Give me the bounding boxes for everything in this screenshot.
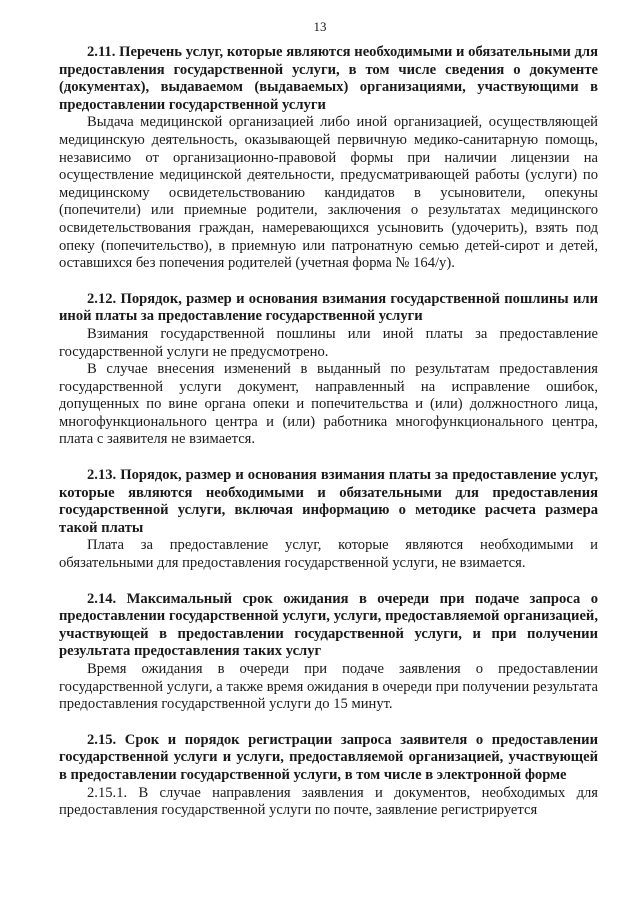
section-heading: 2.11. Перечень услуг, которые являются необходимыми и обязательными для предоставления государственной услуги, в том числе сведения о документе (документах), выдаваемом (выдаваемых) организациями, участвующими в предоставлении государственной услуги bbox=[59, 44, 598, 113]
section-paragraph: Взимания государственной пошлины или иной платы за предоставление государственной услуги не предусмотрено. bbox=[59, 325, 598, 360]
section-paragraph: Плата за предоставление услуг, которые являются необходимыми и обязательными для предоставления государственной услуги, не взимается. bbox=[59, 537, 598, 572]
document-body bbox=[59, 44, 598, 820]
section-paragraph: Время ожидания в очереди при подаче заявления о предоставлении государственной услуги, а также время ожидания в очереди при получении результата предоставления государственной услуги до 15 минут. bbox=[59, 661, 598, 713]
section-heading: 2.13. Порядок, размер и основания взимания платы за предоставление услуг, которые являются необходимыми и обязательными для предоставления государственной услуги, включая информацию о методике расчета размера такой платы bbox=[59, 467, 598, 536]
section-2-11 bbox=[59, 44, 598, 273]
section-heading: 2.14. Максимальный срок ожидания в очереди при подаче запроса о предоставлении государственной услуги, услуги, предоставляемой организацией, участвующей в предоставлении государственной услуги, и при получении результата предоставления таких услуг bbox=[59, 590, 598, 660]
section-heading: 2.15. Срок и порядок регистрации запроса заявителя о предоставлении государственной услуги и услуги, предоставляемой организацией, участвующей в предоставлении государственной услуги, в том числе в электронной форме bbox=[59, 731, 598, 783]
section-2-12 bbox=[59, 291, 598, 449]
section-paragraph: 2.15.1. В случае направления заявления и документов, необходимых для предоставления государственной услуги по почте, заявление регистрируется bbox=[59, 784, 598, 819]
section-2-15 bbox=[59, 732, 598, 820]
section-paragraph: В случае внесения изменений в выданный по результатам предоставления государственной услуги документ, направленный на исправление ошибок, допущенных по вине органа опеки и попечительства и (или) должностного лица, многофункционального центра и (или) работника многофункционального центра, плата с заявителя не взимается. bbox=[59, 361, 598, 448]
page-number: 13 bbox=[313, 19, 327, 34]
section-heading: 2.12. Порядок, размер и основания взимания государственной пошлины или иной платы за предоставление государственной услуги bbox=[59, 290, 598, 325]
section-2-13 bbox=[59, 467, 598, 573]
section-2-14 bbox=[59, 591, 598, 714]
section-paragraph: Выдача медицинской организацией либо иной организацией, осуществляющей медицинскую деятельность, оказывающей первичную медико-санитарную помощь, независимо от организационно-правовой формы при наличии лицензии на осуществление медицинской деятельности, предусматривающей работы (услуги) по медицинскому освидетельствованию кандидатов в усыновители, опекуны (попечители) или приемные родители, заключения о результатах медицинского освидетельствования граждан, намеревающихся усыновить (удочерить), взять под опеку (попечительство), в приемную или патронатную семью детей-сирот и детей, оставшихся без попечения родителей (учетная форма № 164/у). bbox=[59, 114, 598, 272]
